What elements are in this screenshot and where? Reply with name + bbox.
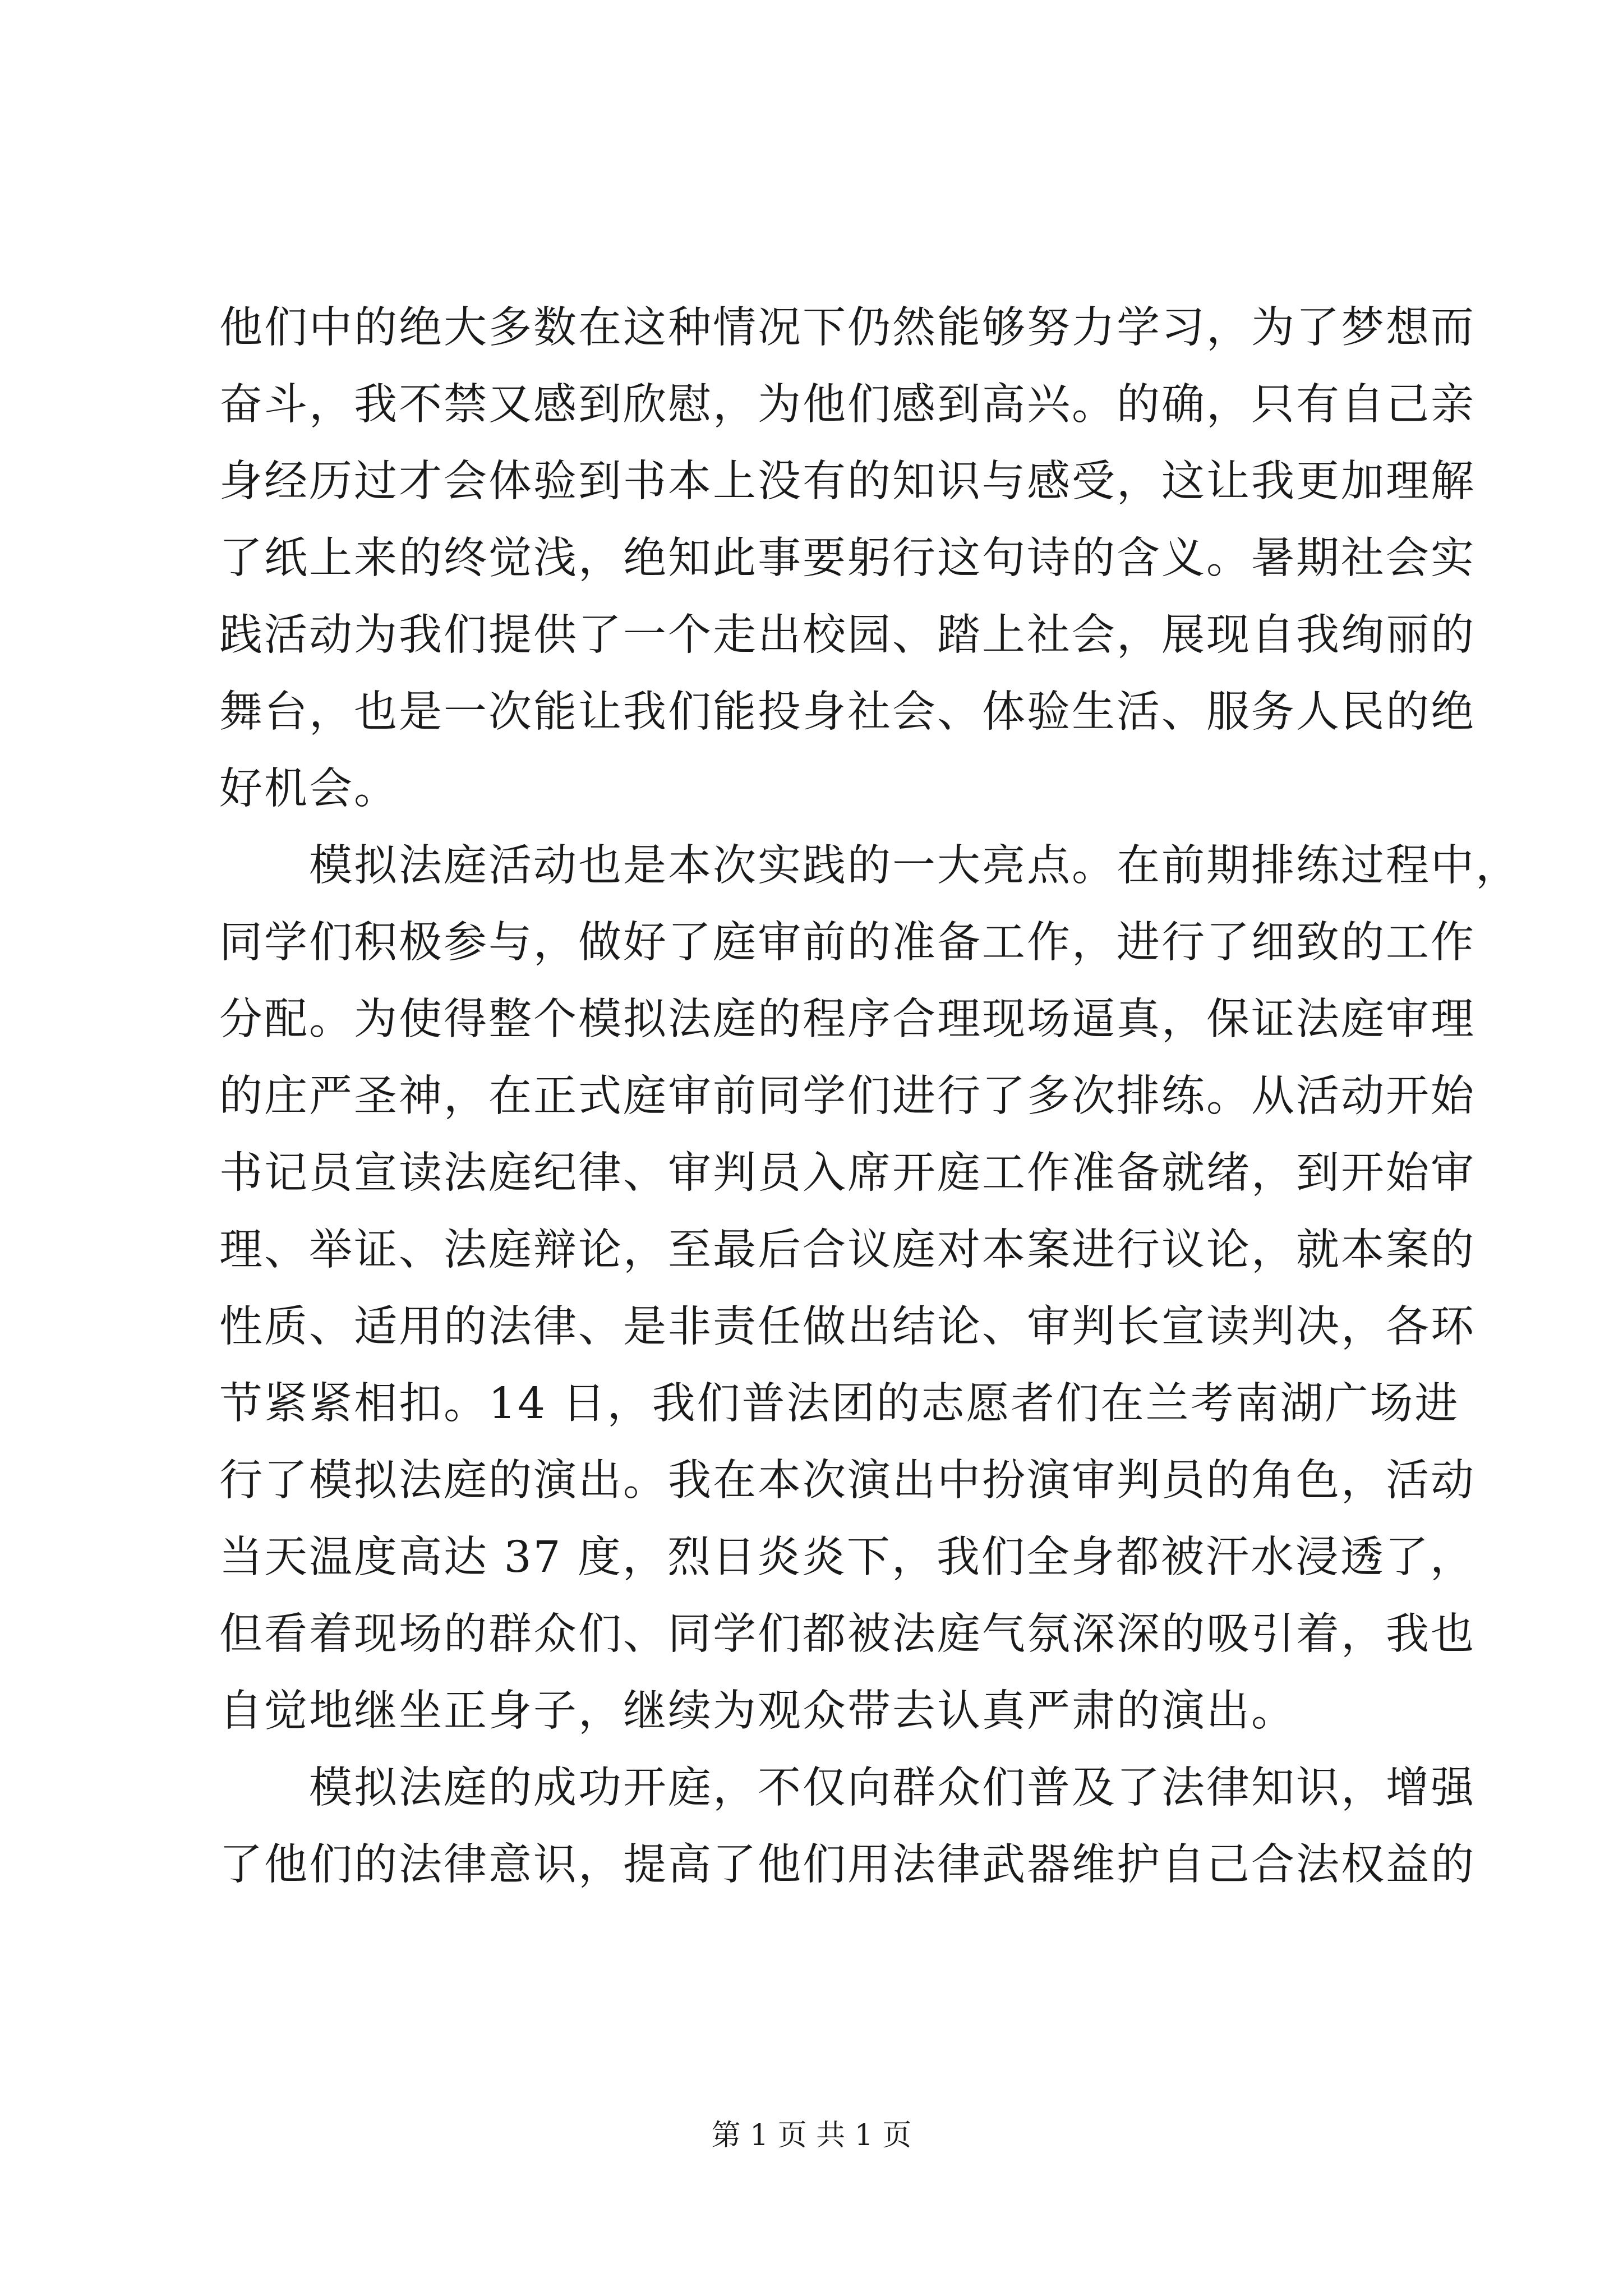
text-line: 奋斗，我不禁又感到欣慰，为他们感到高兴。的确，只有自己亲 — [219, 380, 1476, 430]
text-line: 书记员宣读法庭纪律、审判员入席开庭工作准备就绪，到开始审 — [219, 1148, 1476, 1198]
text-line: 他们中的绝大多数在这种情况下仍然能够努力学习，为了梦想而 — [219, 303, 1476, 353]
text-line: 性质、适用的法律、是非责任做出结论、审判长宣读判决，各环 — [219, 1302, 1476, 1352]
text-line: 自觉地继坐正身子，继续为观众带去认真严肃的演出。 — [219, 1686, 1296, 1736]
text-line: 的庄严圣神，在正式庭审前同学们进行了多次排练。从活动开始 — [219, 1071, 1476, 1121]
text-line: 舞台，也是一次能让我们能投身社会、体验生活、服务人民的绝 — [219, 687, 1476, 737]
paragraph-start-line: 模拟法庭活动也是本次实践的一大亮点。在前期排练过程中， — [219, 841, 1520, 891]
paragraph-start-line: 模拟法庭的成功开庭，不仅向群众们普及了法律知识，增强 — [219, 1763, 1476, 1813]
text-line: 理、举证、法庭辩论，至最后合议庭对本案进行议论，就本案的 — [219, 1225, 1476, 1275]
text-line: 身经历过才会体验到书本上没有的知识与感受，这让我更加理解 — [219, 457, 1476, 507]
text-line: 了纸上来的终觉浅，绝知此事要躬行这句诗的含义。暑期社会实 — [219, 533, 1476, 583]
page-footer: 第 1 页 共 1 页 — [711, 2119, 912, 2152]
text-line: 但看着现场的群众们、同学们都被法庭气氛深深的吸引着，我也 — [219, 1609, 1476, 1659]
text-line: 同学们积极参与，做好了庭审前的准备工作，进行了细致的工作 — [219, 918, 1476, 968]
text-line: 分配。为使得整个模拟法庭的程序合理现场逼真，保证法庭审理 — [219, 995, 1476, 1045]
text-line: 行了模拟法庭的演出。我在本次演出中扮演审判员的角色，活动 — [219, 1456, 1476, 1506]
text-line: 践活动为我们提供了一个走出校园、踏上社会，展现自我绚丽的 — [219, 610, 1476, 660]
text-line: 了他们的法律意识，提高了他们用法律武器维护自己合法权益的 — [219, 1840, 1476, 1890]
text-line: 好机会。 — [219, 764, 399, 814]
text-line: 当天温度高达 37 度，烈日炎炎下，我们全身都被汗水浸透了， — [219, 1533, 1475, 1582]
text-line: 节紧紧相扣。14 日，我们普法团的志愿者们在兰考南湖广场进 — [219, 1379, 1460, 1429]
